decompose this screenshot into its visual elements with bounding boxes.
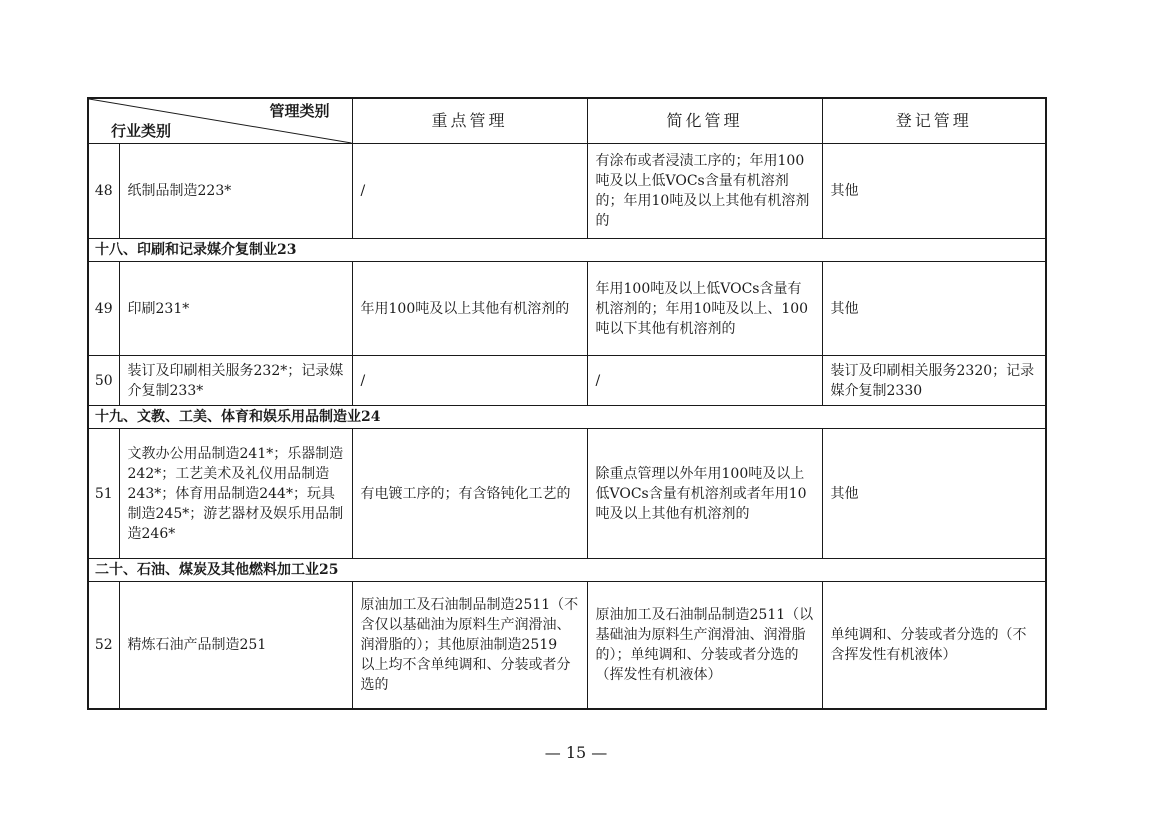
table-row [88, 144, 1046, 239]
header-row [88, 98, 1046, 144]
industry-cell: 精炼石油产品制造251 [119, 582, 352, 709]
section-row [88, 406, 1046, 429]
section-title: 十八、印刷和记录媒介复制业23 [88, 239, 1046, 262]
row-number: 50 [88, 356, 119, 406]
key-mgmt-cell: 有电镀工序的；有含铬钝化工艺的 [352, 429, 587, 559]
page-number: — 15 — [544, 743, 608, 762]
section-title: 二十、石油、煤炭及其他燃料加工业25 [88, 559, 1046, 582]
registration-mgmt-cell: 其他 [822, 429, 1046, 559]
industry-category-label: 行业类别 [111, 122, 172, 140]
row-number: 49 [88, 262, 119, 356]
industry-cell: 印刷231* [119, 262, 352, 356]
header-simplified: 简化管理 [587, 98, 822, 144]
table-row [88, 262, 1046, 356]
simplified-mgmt-cell: 原油加工及石油制品制造2511（以基础油为原料生产润滑油、润滑脂的）；单纯调和、分装或者分选的（挥发性有机液体） [587, 582, 822, 709]
row-number: 51 [88, 429, 119, 559]
registration-mgmt-cell: 其他 [822, 262, 1046, 356]
table-row [88, 582, 1046, 709]
mgmt-category-label: 管理类别 [269, 102, 330, 120]
table-row [88, 429, 1046, 559]
permit-management-table [87, 97, 1047, 710]
simplified-mgmt-cell: 有涂布或者浸渍工序的；年用100吨及以上低VOCs含量有机溶剂的；年用10吨及以上其他有机溶剂的 [587, 144, 822, 239]
row-number: 52 [88, 582, 119, 709]
simplified-mgmt-cell: / [587, 356, 822, 406]
simplified-mgmt-cell: 除重点管理以外年用100吨及以上低VOCs含量有机溶剂或者年用10吨及以上其他有机溶剂的 [587, 429, 822, 559]
diagonal-header-cell [88, 98, 352, 144]
row-number: 48 [88, 144, 119, 239]
industry-cell: 文教办公用品制造241*；乐器制造242*；工艺美术及礼仪用品制造243*；体育用品制造244*；玩具制造245*；游艺器材及娱乐用品制造246* [119, 429, 352, 559]
section-row [88, 239, 1046, 262]
registration-mgmt-cell: 装订及印刷相关服务2320；记录媒介复制2330 [822, 356, 1046, 406]
table-row [88, 356, 1046, 406]
key-mgmt-cell: 年用100吨及以上其他有机溶剂的 [352, 262, 587, 356]
registration-mgmt-cell: 其他 [822, 144, 1046, 239]
header-key: 重点管理 [352, 98, 587, 144]
key-mgmt-cell: / [352, 356, 587, 406]
header-registration: 登记管理 [822, 98, 1046, 144]
key-mgmt-cell: / [352, 144, 587, 239]
section-title: 十九、文教、工美、体育和娱乐用品制造业24 [88, 406, 1046, 429]
key-mgmt-cell: 原油加工及石油制品制造2511（不含仅以基础油为原料生产润滑油、润滑脂的）；其他原油制造2519 以上均不含单纯调和、分装或者分选的 [352, 582, 587, 709]
industry-cell: 纸制品制造223* [119, 144, 352, 239]
simplified-mgmt-cell: 年用100吨及以上低VOCs含量有机溶剂的；年用10吨及以上、100吨以下其他有机溶剂的 [587, 262, 822, 356]
section-row [88, 559, 1046, 582]
industry-cell: 装订及印刷相关服务232*；记录媒介复制233* [119, 356, 352, 406]
registration-mgmt-cell: 单纯调和、分装或者分选的（不含挥发性有机液体） [822, 582, 1046, 709]
